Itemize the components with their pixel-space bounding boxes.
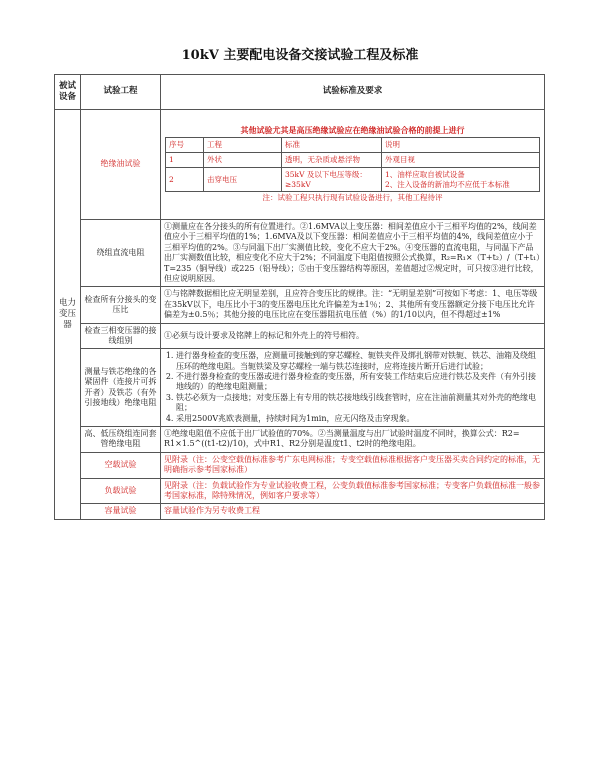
oil-inner-row xyxy=(166,167,540,192)
table-row-insulation xyxy=(55,349,545,427)
capacity-standard: 容量试验作为另专收费工程 xyxy=(161,504,545,519)
inner-cell: 外观目视 xyxy=(382,153,540,168)
insulation-item: 3. 铁芯必须为一点接地；对变压器上有专用的铁芯接地线引线套管时，应在注油前测量其对外壳的绝缘电阻； xyxy=(176,393,541,414)
table-row-capacity xyxy=(55,504,545,519)
table-row-winding xyxy=(55,427,545,453)
oil-banner: 其他试验尤其是高压绝缘试验应在绝缘油试验合格的前提上进行 xyxy=(240,124,465,135)
header-standard: 试验标准及要求 xyxy=(161,75,545,110)
insulation-item: 2. 不进行器身检查的变压器或进行器身检查的变压器，所有安装工作结束后应进行铁芯及夹件（有外引接地线的）的绝缘电阻测量； xyxy=(176,372,541,393)
item-capacity-test: 容量试验 xyxy=(81,504,161,519)
insulation-standard xyxy=(161,349,545,427)
oil-inner-row xyxy=(166,153,540,168)
header-device: 被试设备 xyxy=(55,75,81,110)
oil-inner-header xyxy=(166,138,540,153)
inner-cell: 35kV 及以下电压等级：≥35kV xyxy=(282,167,382,192)
inner-header-item: 工程 xyxy=(204,138,282,153)
table-header-row xyxy=(55,75,545,110)
item-core-insulation: 测量与铁芯绝缘的各紧固件（连接片可拆开者）及铁芯（有外引接地线）绝缘电阻 xyxy=(81,349,161,427)
inner-cell: 击穿电压 xyxy=(204,167,282,192)
inner-cell: 外状 xyxy=(204,153,282,168)
table-row-wiring xyxy=(55,323,545,349)
table-row-ratio xyxy=(55,287,545,323)
inner-cell xyxy=(382,167,540,192)
device-cell: 电力变压器 xyxy=(55,110,81,520)
load-standard: 见附录（注：负载试验作为专业试验收费工程，公变负载值标准参考国家标准；专变客户负载值标准一般参考国家标准，除特殊情况，例如客户要求等） xyxy=(161,478,545,504)
insulation-item: 4. 采用2500V兆欧表测量，持续时间为1min，应无闪络及击穿现象。 xyxy=(176,414,541,424)
item-wiring-group: 检查三相变压器的接线组别 xyxy=(81,323,161,349)
table-row-oil xyxy=(55,110,545,220)
inner-header-note: 说明 xyxy=(382,138,540,153)
oil-inner-table xyxy=(165,137,540,192)
item-winding-insulation: 高、低压绕组连同套管绝缘电阻 xyxy=(81,427,161,453)
inner-cell: 1 xyxy=(166,153,204,168)
table-row-load xyxy=(55,478,545,504)
inner-note-line: 1、油样应取自被试设备 xyxy=(385,169,465,179)
inner-cell: 透明，无杂质或悬浮物 xyxy=(282,153,382,168)
inner-cell: 2 xyxy=(166,167,204,192)
noload-standard: 见附录（注：公变空载值标准参考广东电网标准；专变空载值标准根据客户变压器买卖合同约定的标准，无明确指示参考国家标准） xyxy=(161,452,545,478)
inner-header-no: 序号 xyxy=(166,138,204,153)
insulation-item: 1. 进行器身检查的变压器，应测量可接触到的穿芯螺栓、轭铁夹件及绑扎钢带对铁轭、铁芯、油箱及绕组压环的绝缘电阻。当轭铁梁及穿芯螺栓一端与铁芯连接时，应将连接片断开后进行试验； xyxy=(176,351,541,372)
item-noload-test: 空载试验 xyxy=(81,452,161,478)
oil-footnote: 注：试验工程只执行现有试验设备进行，其他工程待评 xyxy=(262,193,443,203)
inner-note-line: 2、注入设备的新油均不应低于本标准 xyxy=(385,179,510,189)
ratio-standard: ①与铭牌数据相比应无明显差别，且应符合变压比的规律。注：“无明显差别”可按如下考虑：1、电压等级在35kV以下，电压比小于3的变压器电压比允许偏差为±1％；2、其他所有变压器额定分接下电压比允许偏差为±0.5％；其他分接的电压比应在变压器阻抗电压值（%）的1/10以内，但不得超过±1% xyxy=(161,287,545,323)
item-oil-test: 绝缘油试验 xyxy=(81,110,161,220)
wiring-standard: ①必须与设计要求及铭牌上的标记和外壳上的符号相符。 xyxy=(161,323,545,349)
header-test-item: 试验工程 xyxy=(81,75,161,110)
page-title: 10kV 主要配电设备交接试验工程及标准 xyxy=(181,48,419,63)
test-standards-table xyxy=(54,74,549,520)
table-row-noload xyxy=(55,452,545,478)
table-row-dc xyxy=(55,220,545,287)
item-ratio: 检查所有分接头的变压比 xyxy=(81,287,161,323)
winding-standard: ①绝缘电阻值不应低于出厂试验值的70%。②当测量温度与出厂试验时温度不同时，换算公式：R2= R1×1.5^((t1-t2)/10)，式中R1、R2分别是温度t1、t2时的绝缘电阻。 xyxy=(161,427,545,453)
inner-header-std: 标准 xyxy=(282,138,382,153)
item-load-test: 负载试验 xyxy=(81,478,161,504)
dc-standard: ①测量应在各分接头的所有位置进行。②1.6MVA以上变压器：相间差值应小于三相平均值的2%，线间差值应小于三相平均值的1%；1.6MVA及以下变压器：相间差值应小于三相平均值的4%，线间差值应小于三相平均值的2%。③与同温下出厂实测值比较，变化不应大于2%。④变压器的直流电阻，与同温下产品出厂实测数值比较，相应变化不应大于2%；不同温度下电阻值按照公式换算，R₂=R₁×（T+t₂）/（T+t₁） T=235（铜导线）或225（铝导线）；⑤由于变压器结构等原因，差值超过②规定时，可只按③进行比较，但应说明原因。 xyxy=(161,220,545,287)
item-dc-resistance: 绕组直流电阻 xyxy=(81,220,161,287)
